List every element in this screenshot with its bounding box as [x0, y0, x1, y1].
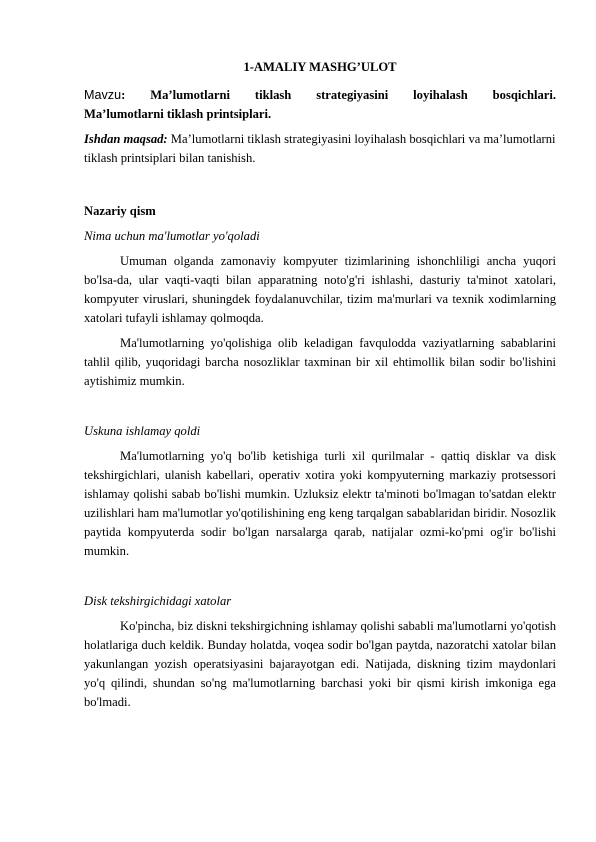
document-title: 1-AMALIY MASHG’ULOT — [243, 60, 397, 74]
goal-paragraph — [84, 130, 556, 168]
section-subheading: Uskuna ishlamay qoldi — [84, 424, 201, 438]
topic-colon: : — [121, 88, 126, 102]
document-page — [84, 58, 556, 718]
section-subheading: Nima uchun ma'lumotlar yo'qoladi — [84, 229, 260, 243]
topic-label: Mavzu — [84, 88, 122, 102]
topic-text-continued: Ma’lumotlarni tiklash printsiplari. — [84, 107, 272, 121]
section-paragraph: Umuman olganda zamonaviy kompyuter tizimlarining ishonchliligi ancha yuqori bo'lsa-da, ular vaqti-vaqti bilan apparatning noto'g'ri ishlashi, dasturiy ta'minot xatolari, kompyuter viruslari, shuningdek foydalanuvchilar, tizim ma'murlari va texnik xodimlarning xatolari tufayli ishlamay qolmoqda. — [84, 254, 556, 325]
section-paragraph: Ma'lumotlarning yo'q bo'lib ketishiga turli xil qurilmalar - qattiq disklar va disk tekshirgichlari, ulanish kabellari, operativ xotira yoki kompyuterning markaziy protsessori ishlamay qolishi sabab bo'lishi mumkin. Uzluksiz elektr ta'minoti bo'lmagan to'satdan elektr uzilishlari ham ma'lumotlar yo'qotilishining eng keng tarqalgan sabablaridan biridir. Nosozlik paytida kompyuterda sodir bo'lgan narsalarga qarab, natijalar ozmi-ko'pmi og'ir bo'lishi mumkin. — [84, 449, 556, 558]
topic-text: Ma’lumotlarni tiklash strategiyasini loyihalash bosqichlari. — [150, 88, 556, 102]
section-paragraph: Ma'lumotlarning yo'qolishiga olib keladigan favqulodda vaziyatlarning sabablarini tahlil qilib, yuqoridagi barcha nosozliklar taxminan bir xil ehtimollik bilan sodir bo'lishini aytishimiz mumkin. — [84, 336, 556, 388]
theory-heading: Nazariy qism — [84, 204, 156, 218]
section-subheading: Disk tekshirgichidagi xatolar — [84, 594, 232, 608]
goal-text: Ma’lumotlarni tiklash strategiyasini loyihalash bosqichlari va ma’lumotlarni tiklash printsiplari bilan tanishish. — [84, 132, 556, 165]
goal-label: Ishdan maqsad: — [84, 132, 168, 146]
topic-line — [84, 86, 556, 105]
section-paragraph: Ko'pincha, biz diskni tekshirgichning ishlamay qolishi sababli ma'lumotlarni yo'qotish holatlariga duch keldik. Bunday holatda, voqea sodir bo'lgan paytda, nazoratchi xatolar bilan yakunlangan yozish operatsiyasini bajarayotgan edi. Natijada, diskning tizim maydonlari yo'q qilindi, shundan so'ng ma'lumotlarning barchasi yoki bir qismi kirish imkoniga ega bo'lmadi. — [84, 619, 556, 709]
